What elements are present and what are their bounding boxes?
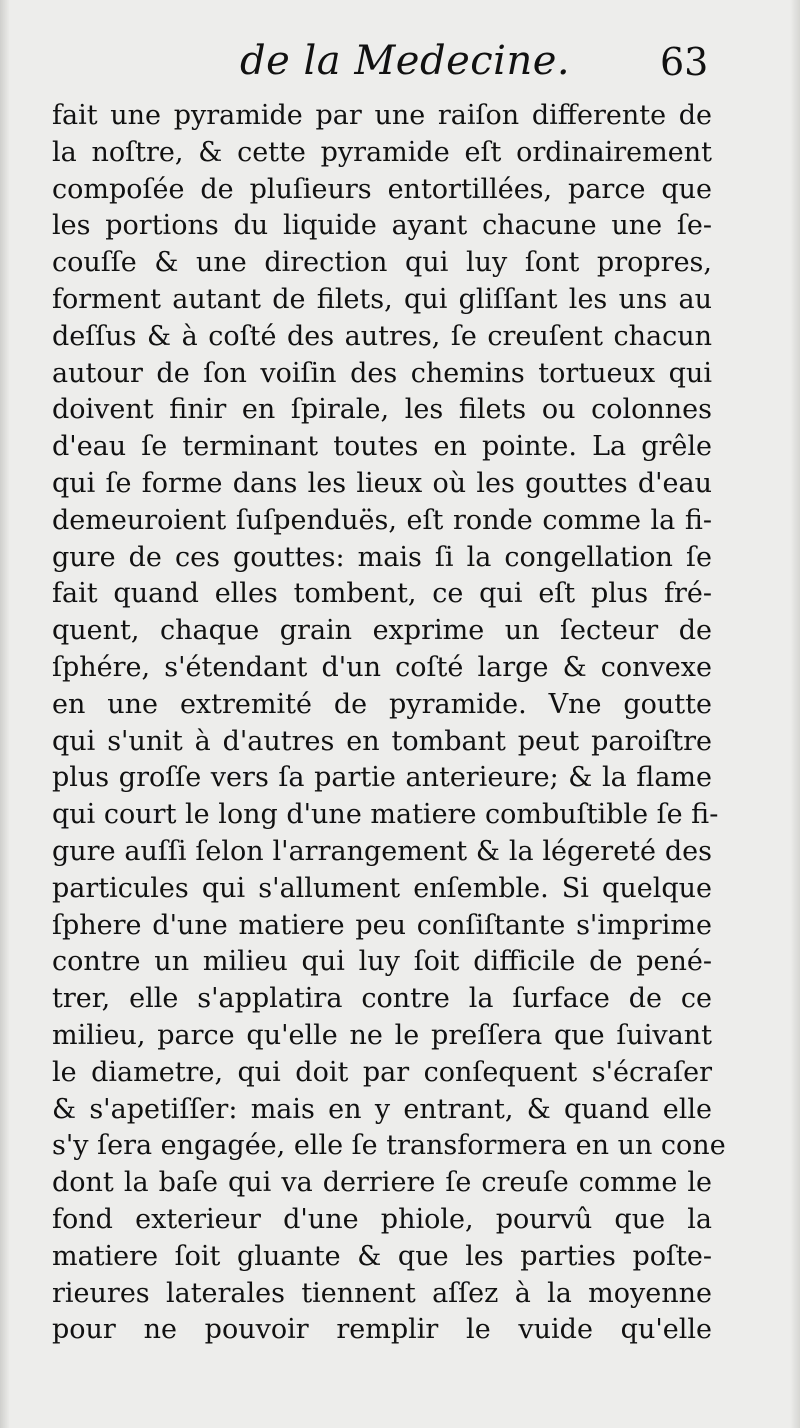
text-line: qui ſe forme dans les lieux où les gouttes d'eau	[52, 467, 712, 499]
text-line: le diametre, qui doit par conſequent s'écraſer	[52, 1056, 712, 1088]
text-line: deſſus & à coſté des autres, ſe creuſent chacun	[52, 320, 712, 352]
text-line: d'eau ſe terminant toutes en pointe. La grêle	[52, 431, 712, 463]
text-line: gure de ces gouttes: mais ſi la congellation ſe	[52, 541, 712, 573]
text-line: contre un milieu qui luy ſoit difficile de pené-	[52, 946, 712, 978]
text-line: demeuroient ſuſpenduës, eſt ronde comme la fi-	[52, 504, 712, 536]
text-line: milieu, parce qu'elle ne le preſſera que ſuivant	[52, 1019, 712, 1051]
text-line: fait quand elles tombent, ce qui eſt plus fré-	[52, 578, 712, 610]
text-line: ſphére, s'étendant d'un coſté large & convexe	[52, 651, 712, 683]
text-line: fond exterieur d'une phiole, pourvû que la	[52, 1203, 712, 1235]
text-line: fait une pyramide par une raiſon differente de	[52, 100, 712, 131]
text-line: gure auſſi ſelon l'arrangement & la légereté des	[52, 835, 712, 867]
text-line: matiere ſoit gluante & que les parties poſte-	[52, 1240, 712, 1272]
text-line: quent, chaque grain exprime un ſecteur de	[52, 615, 712, 647]
text-line: s'y ſera engagée, elle ſe transformera en un cone	[52, 1130, 726, 1162]
text-line: trer, elle s'applatira contre la ſurface de ce	[52, 983, 712, 1015]
text-line: ſphere d'une matiere peu conſiſtante s'imprime	[52, 909, 712, 941]
page-right-edge	[790, 0, 800, 1428]
text-line: forment autant de filets, qui gliſſant les uns au	[52, 283, 712, 315]
text-line: les portions du liquide ayant chacune une ſe-	[52, 210, 712, 242]
text-line: & s'apetiſſer: mais en y entrant, & quand elle	[52, 1093, 712, 1125]
text-line: rieures laterales tiennent aſſez à la moyenne	[52, 1277, 712, 1309]
body-text	[52, 98, 726, 1349]
text-line: dont la baſe qui va derriere ſe creuſe comme le	[52, 1167, 712, 1199]
page-number: 63	[660, 40, 709, 84]
text-line: particules qui s'allument enſemble. Si quelque	[52, 872, 712, 904]
page-header	[0, 38, 800, 102]
text-line: pour ne pouvoir remplir le vuide qu'elle	[52, 1314, 712, 1346]
running-head: de la Medecine.	[240, 38, 571, 84]
text-line: couſſe & une direction qui luy ſont propres,	[52, 247, 712, 279]
text-line: la noſtre, & cette pyramide eſt ordinairement	[52, 136, 712, 168]
text-line: qui s'unit à d'autres en tombant peut paroiſtre	[52, 725, 712, 757]
text-line: compoſée de pluſieurs entortillées, parce que	[52, 173, 712, 205]
text-line: en une extremité de pyramide. Vne goutte	[52, 688, 712, 720]
text-line: plus groſſe vers ſa partie anterieure; & la flame	[52, 762, 712, 794]
text-line: qui court le long d'une matiere combuſtible ſe fi-	[52, 799, 719, 831]
text-line: autour de ſon voiſin des chemins tortueux qui	[52, 357, 712, 389]
text-line: doivent finir en ſpirale, les filets ou colonnes	[52, 394, 712, 426]
page-left-edge	[0, 0, 10, 1428]
